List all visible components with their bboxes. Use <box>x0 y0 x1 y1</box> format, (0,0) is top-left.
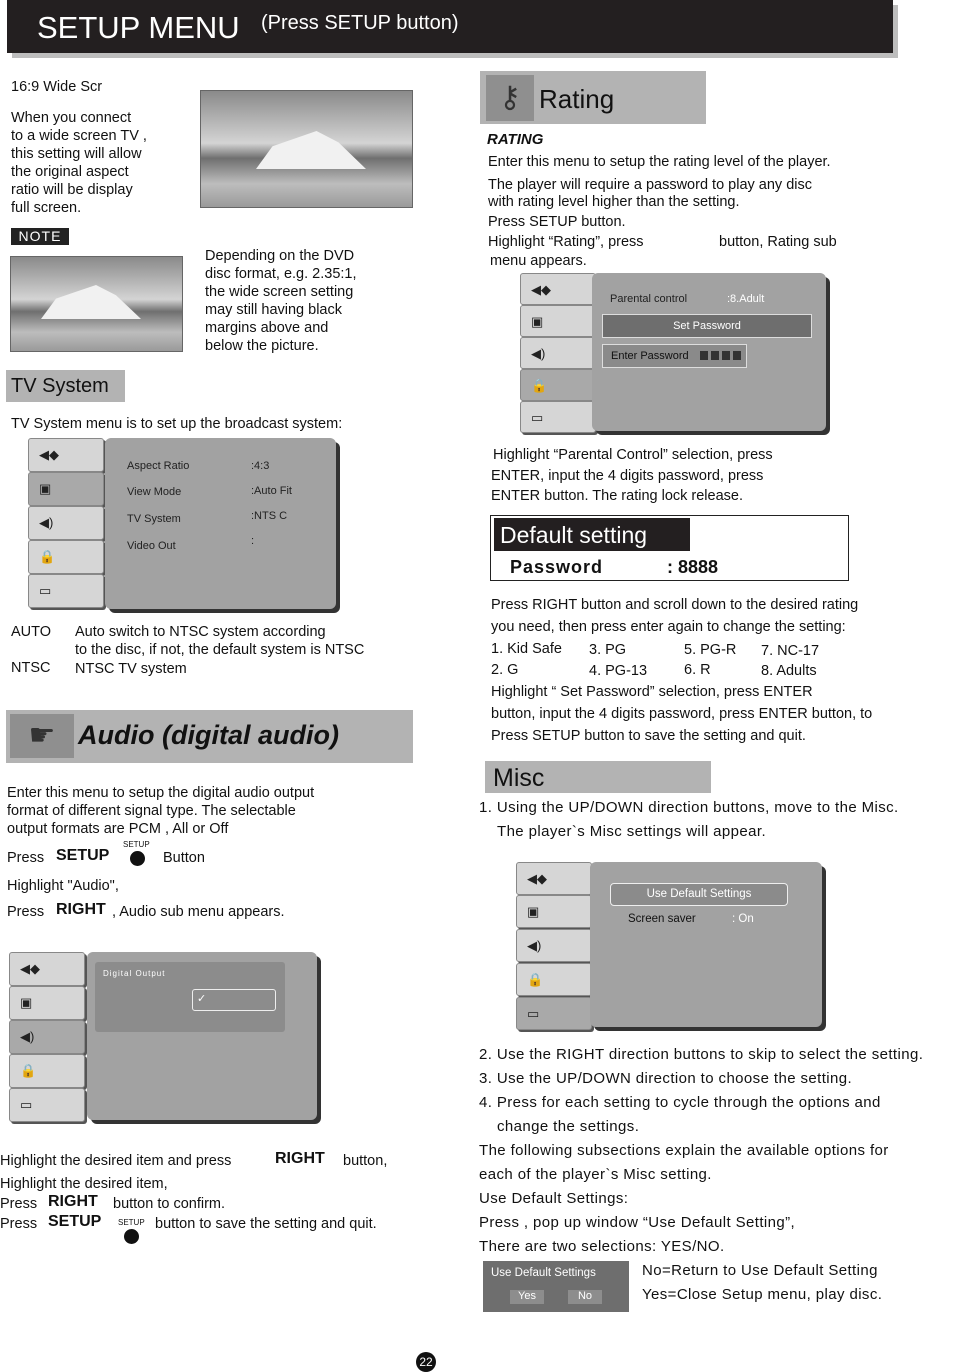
page-number: 22 <box>416 1352 436 1372</box>
menu-tab <box>28 438 104 472</box>
tv-system-heading-box <box>6 370 125 402</box>
rating-subheading: RATING <box>487 131 544 148</box>
misc-heading: Misc <box>493 764 545 792</box>
wide-heading: 16:9 Wide Scr <box>11 79 103 95</box>
setup-small-label: SETUP <box>123 840 150 849</box>
rating-line: with rating level higher than the setting. <box>488 194 740 210</box>
check-icon: ✓ <box>197 993 207 1005</box>
right-key: RIGHT <box>275 1150 325 1167</box>
highlight-audio: Highlight "Audio", <box>7 878 119 894</box>
header-banner <box>7 0 893 53</box>
set-password-line: button, input the 4 digits password, press ENTER button, to <box>491 706 873 722</box>
menu-tab <box>9 1088 85 1122</box>
audio-instr: Highlight the desired item and press <box>0 1153 232 1169</box>
note-line: the wide screen setting <box>205 284 354 300</box>
right-key: RIGHT <box>56 901 106 918</box>
password-label: Password <box>510 557 604 577</box>
rating-level: 7. NC-17 <box>761 643 820 659</box>
misc-icon: ▭ <box>20 1097 33 1112</box>
rating-line: Highlight “Rating”, press <box>488 234 644 250</box>
misc-step: The player`s Misc settings will appear. <box>497 823 767 840</box>
eye-icon: ◀◆ <box>20 961 40 976</box>
tv-system-heading: TV System <box>11 375 109 397</box>
eye-icon: ◀◆ <box>531 282 551 297</box>
rating-after-line: ENTER button. The rating lock release. <box>491 488 743 504</box>
speaker-icon: ◀) <box>527 938 542 953</box>
menu-tab <box>9 986 85 1020</box>
tv-menu-panel <box>105 438 336 609</box>
rating-level: 1. Kid Safe <box>491 641 562 657</box>
rating-level: 4. PG-13 <box>589 663 648 679</box>
password-dot <box>711 351 719 360</box>
default-setting-box <box>490 515 849 581</box>
misc-step: 4. Press for each setting to cycle through the options and <box>479 1094 881 1111</box>
no-description: No=Return to Use Default Setting <box>642 1262 878 1279</box>
parental-control-label: Parental control <box>610 293 688 305</box>
rating-line: button, Rating sub <box>719 234 837 250</box>
menu-tab <box>516 997 592 1030</box>
misc-icon: ▭ <box>527 1006 540 1021</box>
menu-tab <box>28 540 104 574</box>
auto-label: AUTO <box>11 624 52 640</box>
note-line: disc format, e.g. 2.35:1, <box>205 266 357 282</box>
note-line: below the picture. <box>205 338 319 354</box>
tv-icon: ▣ <box>527 904 540 919</box>
menu-tab <box>520 401 596 433</box>
rating-line: Enter this menu to setup the rating level of the player. <box>488 154 831 170</box>
press-label: Press <box>0 1216 38 1232</box>
lock-icon: 🔒 <box>531 378 548 393</box>
use-default-row <box>610 883 788 906</box>
menu-tab <box>516 862 592 895</box>
wide-line: When you connect <box>11 110 132 126</box>
wide-screen-image <box>200 90 413 208</box>
lock-icon: 🔒 <box>20 1063 37 1078</box>
misc-step: 1. Using the UP/DOWN direction buttons, move to the Misc. <box>479 799 899 816</box>
rating-menu-panel <box>592 273 826 431</box>
misc-step: The following subsections explain the available options for <box>479 1142 889 1159</box>
menu-value: : <box>251 535 255 547</box>
menu-label: Aspect Ratio <box>127 460 190 472</box>
tv-intro: TV System menu is to set up the broadcast system: <box>11 416 343 432</box>
keys-icon: ⚷ <box>486 75 534 121</box>
rating-after-line: ENTER, input the 4 digits password, press <box>491 468 764 484</box>
setup-button-icon <box>124 1229 139 1244</box>
audio-instr: button, <box>343 1153 388 1169</box>
audio-line: output formats are PCM , All or Off <box>7 821 229 837</box>
default-setting-title: Default setting <box>500 522 648 548</box>
misc-icon: ▭ <box>39 583 52 598</box>
menu-label: View Mode <box>127 486 182 498</box>
password-value: : 8888 <box>667 557 719 577</box>
auto-desc: to the disc, if not, the default system is NTSC <box>75 642 365 658</box>
lock-icon: 🔒 <box>39 549 56 564</box>
menu-value: :4:3 <box>251 460 270 472</box>
menu-tab <box>520 369 596 401</box>
ntsc-desc: NTSC TV system <box>75 661 187 677</box>
eye-icon: ◀◆ <box>39 447 59 462</box>
menu-tab <box>520 305 596 337</box>
page-title: SETUP MENU <box>37 10 240 45</box>
rating-line: Press SETUP button. <box>488 214 626 230</box>
menu-tab <box>516 929 592 962</box>
parental-control-value: :8.Adult <box>727 293 765 305</box>
misc-step: 2. Use the RIGHT direction buttons to skip to select the setting. <box>479 1046 924 1063</box>
page-subtitle: (Press SETUP button) <box>261 12 459 34</box>
yes-description: Yes=Close Setup menu, play disc. <box>642 1286 883 1303</box>
misc-step: change the settings. <box>497 1118 640 1135</box>
enter-password-row <box>602 344 747 368</box>
default-setting-title-bar <box>494 518 690 551</box>
menu-value: :NTS C <box>251 510 288 522</box>
misc-step: There are two selections: YES/NO. <box>479 1238 725 1255</box>
menu-label: Video Out <box>127 540 176 552</box>
audio-line: format of different signal type. The selectable <box>7 803 296 819</box>
audio-option-box <box>192 989 276 1011</box>
wide-line: ratio will be display <box>11 182 133 198</box>
menu-tab <box>9 952 85 986</box>
audio-heading-box <box>6 710 413 763</box>
rating-scroll-line: Press RIGHT button and scroll down to the desired rating <box>491 597 859 613</box>
rating-heading-box <box>480 71 706 124</box>
menu-tab <box>516 963 592 996</box>
misc-step: each of the player`s Misc setting. <box>479 1166 712 1183</box>
note-line: may still having black <box>205 302 342 318</box>
menu-tab <box>520 337 596 369</box>
press-label: Press <box>0 1196 38 1212</box>
audio-instr: button to confirm. <box>113 1196 226 1212</box>
lock-icon: 🔒 <box>527 972 544 987</box>
button-label: Button <box>163 850 205 866</box>
screen-saver-label: Screen saver <box>628 913 696 925</box>
misc-step: Use Default Settings: <box>479 1190 629 1207</box>
menu-tab <box>9 1054 85 1088</box>
misc-heading-box <box>485 761 711 793</box>
misc-menu-panel <box>590 862 822 1027</box>
eye-icon: ◀◆ <box>527 871 547 886</box>
menu-tab <box>28 506 104 540</box>
setup-key: SETUP <box>56 847 110 864</box>
no-button[interactable]: No <box>568 1290 602 1304</box>
wide-line: the original aspect <box>11 164 129 180</box>
speaker-icon: ◀) <box>20 1029 35 1044</box>
wide-line: full screen. <box>11 200 82 216</box>
password-dot <box>722 351 730 360</box>
menu-label: TV System <box>127 513 181 525</box>
letterbox-image <box>10 256 183 352</box>
yes-button[interactable]: Yes <box>510 1290 544 1304</box>
setup-small-label: SETUP <box>118 1218 145 1227</box>
screen-saver-value: : On <box>732 913 754 925</box>
wide-line: to a wide screen TV , <box>11 128 147 144</box>
misc-icon: ▭ <box>531 410 544 425</box>
use-default-label: Use Default Settings <box>646 888 752 900</box>
note-badge: NOTE <box>11 228 69 245</box>
speaker-icon: ◀) <box>39 515 54 530</box>
set-password-line: Press SETUP button to save the setting and quit. <box>491 728 806 744</box>
tv-icon: ▣ <box>39 481 52 496</box>
digital-output-label: Digital Output <box>103 969 166 978</box>
press-label: Press <box>7 850 45 866</box>
tv-icon: ▣ <box>20 995 33 1010</box>
rating-level: 6. R <box>684 662 711 678</box>
audio-instr: Highlight the desired item, <box>0 1176 168 1192</box>
rating-level: 8. Adults <box>761 663 817 679</box>
rating-scroll-line: you need, then press enter again to change the setting: <box>491 619 846 635</box>
right-key: RIGHT <box>48 1193 98 1210</box>
audio-instr: button to save the setting and quit. <box>155 1216 377 1232</box>
tv-icon: ▣ <box>531 314 544 329</box>
rating-line: The player will require a password to play any disc <box>488 177 812 193</box>
menu-tab <box>28 472 104 506</box>
menu-value: :Auto Fit <box>251 485 292 497</box>
audio-menu-panel <box>87 952 317 1120</box>
rating-line: menu appears. <box>490 253 587 269</box>
wide-line: this setting will allow <box>11 146 142 162</box>
setup-key: SETUP <box>48 1213 102 1230</box>
audio-sub-menu-text: , Audio sub menu appears. <box>112 904 285 920</box>
rating-level: 5. PG-R <box>684 642 737 658</box>
enter-password-label: Enter Password <box>611 350 689 362</box>
menu-tab <box>520 273 596 305</box>
note-line: margins above and <box>205 320 329 336</box>
set-password-row <box>602 314 812 338</box>
menu-tab <box>516 895 592 928</box>
set-password-line: Highlight “ Set Password” selection, press ENTER <box>491 684 813 700</box>
menu-tab <box>28 574 104 608</box>
audio-line: Enter this menu to setup the digital audio output <box>7 785 315 801</box>
hand-icon: ☛ <box>10 714 74 758</box>
auto-desc: Auto switch to NTSC system according <box>75 624 326 640</box>
note-line: Depending on the DVD <box>205 248 355 264</box>
rating-heading: Rating <box>539 84 615 114</box>
rating-after-line: Highlight “Parental Control” selection, press <box>493 447 773 463</box>
set-password-label: Set Password <box>673 320 741 332</box>
ntsc-label: NTSC <box>11 660 51 676</box>
rating-level: 2. G <box>491 662 519 678</box>
menu-tab <box>9 1020 85 1054</box>
speaker-icon: ◀) <box>531 346 546 361</box>
setup-button-icon <box>130 851 145 866</box>
use-default-dialog <box>483 1261 629 1312</box>
password-dot <box>733 351 741 360</box>
misc-step: Press , pop up window “Use Default Setting”, <box>479 1214 796 1231</box>
audio-heading: Audio (digital audio) <box>78 720 339 750</box>
rating-level: 3. PG <box>589 642 627 658</box>
password-dot <box>700 351 708 360</box>
dialog-title: Use Default Settings <box>491 1267 596 1279</box>
misc-step: 3. Use the UP/DOWN direction to choose the setting. <box>479 1070 853 1087</box>
press-label: Press <box>7 904 45 920</box>
